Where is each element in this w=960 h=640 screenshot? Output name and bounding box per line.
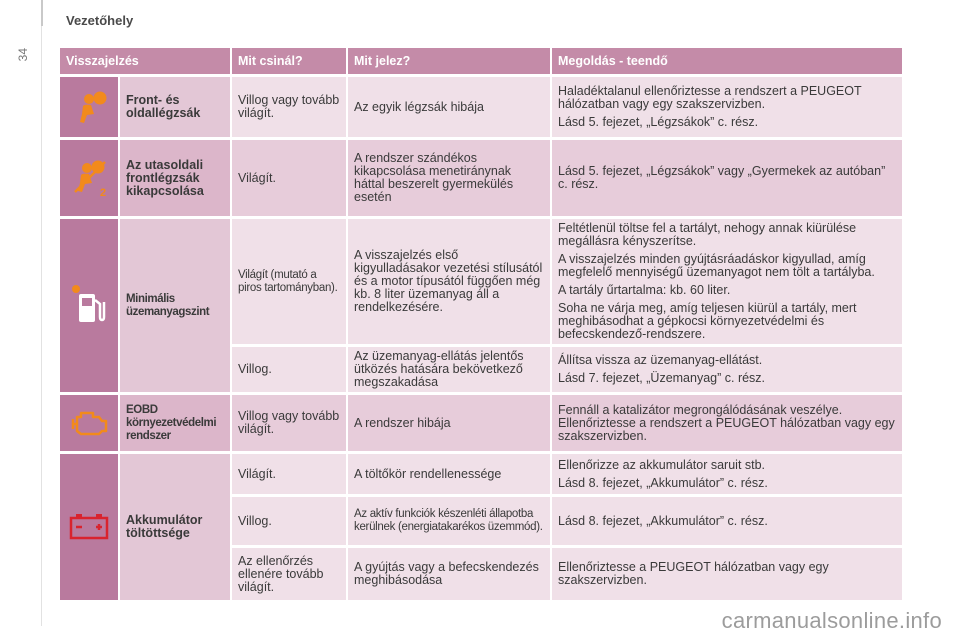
solution-text: Állítsa vissza az üzemanyag-ellátást. bbox=[558, 353, 763, 367]
indicator-name: Minimális üzemanyagszint bbox=[120, 219, 230, 392]
table-row bbox=[60, 219, 902, 344]
indicator-name: EOBD környezetvédelmi rendszer bbox=[120, 395, 230, 451]
header-meaning: Mit jelez? bbox=[348, 48, 550, 74]
side-rule bbox=[41, 0, 43, 26]
meaning-cell: Az aktív funkciók készenléti állapotba kerülnek (energiatakarékos üzemmód). bbox=[348, 497, 550, 545]
solution-text: Feltétlenül töltse fel a tartályt, nehogy annak kiürülése megállásra kényszerítse. bbox=[558, 221, 857, 248]
action-cell: Világít. bbox=[232, 454, 346, 494]
indicator-name: Front- és oldallégzsák bbox=[120, 77, 230, 137]
warning-lights-table bbox=[58, 45, 904, 603]
meaning-cell: A visszajelzés első kigyulladásakor vezetési stílusától és a motor típusától függően még kb. 8 liter üzemanyag áll a rendelkezésére. bbox=[348, 219, 550, 344]
solution-text: Lásd 8. fejezet, „Akkumulátor” c. rész. bbox=[558, 475, 768, 490]
solution-text: A tartály űrtartalma: kb. 60 liter. bbox=[558, 283, 731, 297]
meaning-cell: Az üzemanyag-ellátás jelentős ütközés hatására bekövetkező megszakadása bbox=[348, 347, 550, 392]
passenger-airbag-off-icon bbox=[60, 140, 118, 216]
meaning-cell: A rendszer szándékos kikapcsolása menetiránynak háttal beszerelt gyermekülés esetén bbox=[348, 140, 550, 216]
page-number: 34 bbox=[16, 48, 30, 62]
solution-text: Soha ne várja meg, amíg teljesen kiürül a tartály, mert meghibásodhat a gépkocsi környezetvédelmi és befecskendező-rendszere. bbox=[558, 301, 857, 341]
indicator-name: Akkumulátor töltöttsége bbox=[120, 454, 230, 600]
action-cell: Villog. bbox=[232, 347, 346, 392]
table-row bbox=[60, 77, 902, 137]
svg-text:2: 2 bbox=[100, 187, 107, 199]
solution-text: Haladéktalanul ellenőriztesse a rendszert a PEUGEOT hálózatban vagy egy szakszervizben. bbox=[558, 84, 862, 111]
solution-cell bbox=[552, 140, 902, 216]
solution-cell bbox=[552, 395, 902, 451]
meaning-cell: A gyújtás vagy a befecskendezés meghibásodása bbox=[348, 548, 550, 600]
header-solution: Megoldás - teendő bbox=[552, 48, 902, 74]
airbag-warning-icon bbox=[60, 77, 118, 137]
indicator-name: Az utasoldali frontlégzsák kikapcsolása bbox=[120, 140, 230, 216]
solution-text: Lásd 5. fejezet, „Légzsákok” vagy „Gyermekek az autóban” c. rész. bbox=[558, 164, 886, 191]
table-row bbox=[60, 395, 902, 451]
action-cell: Villog. bbox=[232, 497, 346, 545]
header-indicator: Visszajelzés bbox=[60, 48, 230, 74]
solution-text: A visszajelzés minden gyújtásráadáskor kigyullad, amíg megfelelő mennyiségű üzemanyagot nem tölt a tartályba. bbox=[558, 252, 875, 279]
meaning-cell: Az egyik légzsák hibája bbox=[348, 77, 550, 137]
solution-cell bbox=[552, 548, 902, 600]
solution-text: Lásd 7. fejezet, „Üzemanyag” c. rész. bbox=[558, 371, 766, 385]
engine-check-icon bbox=[60, 395, 118, 451]
side-rule-thin bbox=[41, 26, 42, 626]
table-row bbox=[60, 454, 902, 494]
table-header-row bbox=[60, 48, 902, 74]
fuel-pump-icon bbox=[60, 219, 118, 392]
solution-cell bbox=[552, 219, 902, 344]
table-row bbox=[60, 140, 902, 216]
solution-cell bbox=[552, 497, 902, 545]
solution-cell bbox=[552, 454, 902, 494]
solution-text: Lásd 8. fejezet, „Akkumulátor” c. rész. bbox=[558, 513, 768, 528]
action-cell: Világít (mutató a piros tartományban). bbox=[232, 219, 346, 344]
solution-text: Lásd 5. fejezet, „Légzsákok” c. rész. bbox=[558, 115, 759, 129]
action-cell: Villog vagy tovább világít. bbox=[232, 77, 346, 137]
solution-text: Fennáll a katalizátor megrongálódásának veszélye. Ellenőriztesse a rendszert a PEUGEOT hálózatban vagy egy szakszervizben. bbox=[558, 402, 895, 443]
header-action: Mit csinál? bbox=[232, 48, 346, 74]
action-cell: Az ellenőrzés ellenére tovább világít. bbox=[232, 548, 346, 600]
meaning-cell: A rendszer hibája bbox=[348, 395, 550, 451]
solution-cell bbox=[552, 77, 902, 137]
action-cell: Villog vagy tovább világít. bbox=[232, 395, 346, 451]
section-title: Vezetőhely bbox=[66, 13, 134, 28]
solution-cell bbox=[552, 347, 902, 392]
solution-text: Ellenőrizze az akkumulátor saruit stb. bbox=[558, 457, 766, 472]
watermark: carmanualsonline.info bbox=[721, 608, 942, 633]
battery-icon bbox=[60, 454, 118, 600]
solution-text: Ellenőriztesse a PEUGEOT hálózatban vagy egy szakszervizben. bbox=[558, 560, 829, 587]
meaning-cell: A töltőkör rendellenessége bbox=[348, 454, 550, 494]
action-cell: Világít. bbox=[232, 140, 346, 216]
